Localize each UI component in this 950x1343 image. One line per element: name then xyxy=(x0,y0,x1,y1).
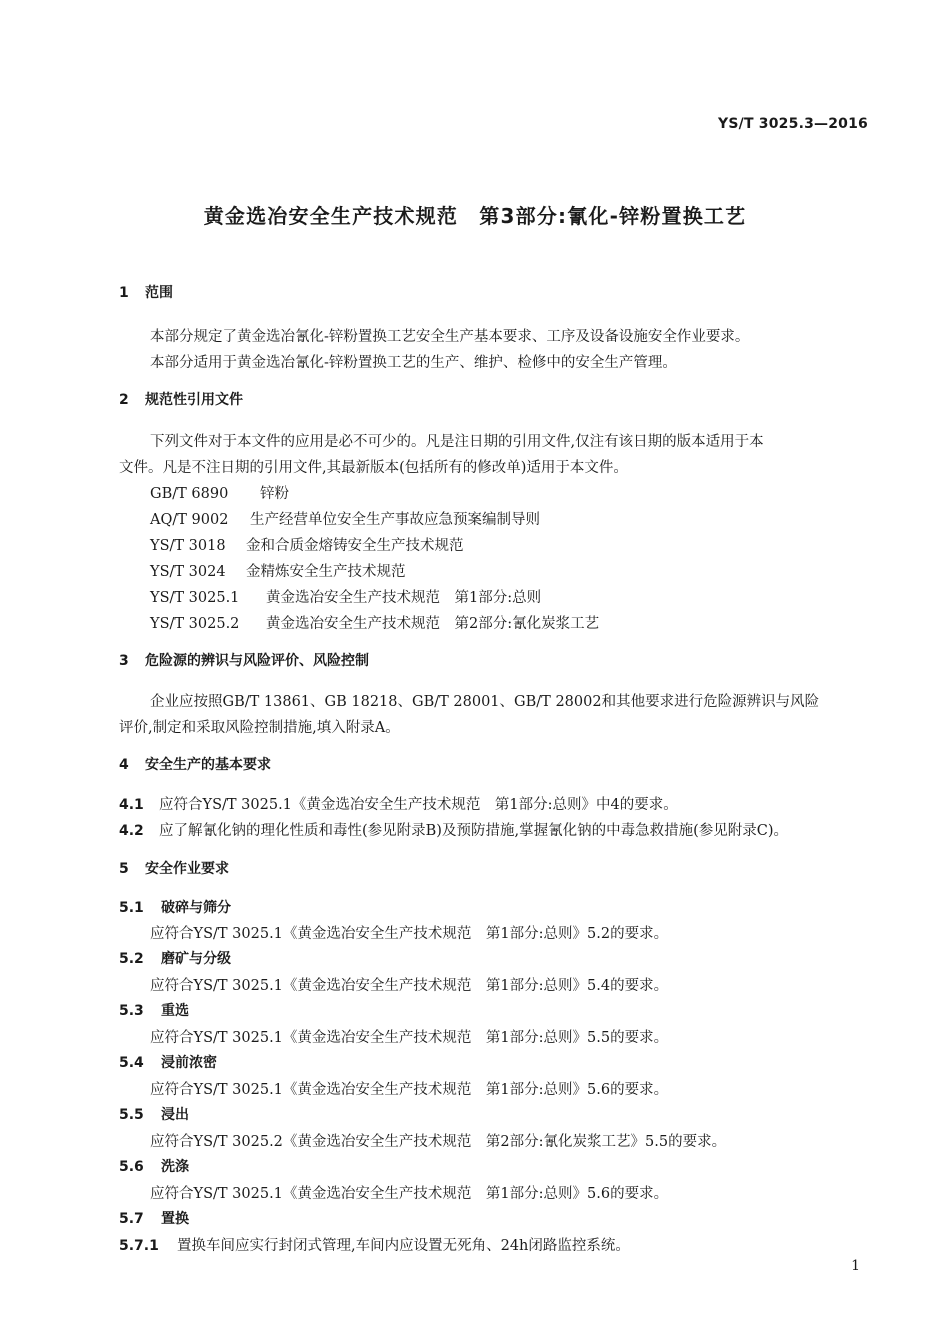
paragraph: 下列文件对于本文件的应用是必不可少的。凡是注日期的引用文件,仅注有该日期的版本适用于本 xyxy=(150,434,764,450)
section-title: 安全生产的基本要求 xyxy=(145,757,271,773)
clause-number: 4.1 xyxy=(119,797,144,813)
subsection-title: 洗涤 xyxy=(161,1159,189,1175)
section-number: 2 xyxy=(119,392,129,408)
section-4-heading xyxy=(119,754,271,774)
section-number: 1 xyxy=(119,285,129,301)
subsection-number: 5.5 xyxy=(119,1107,144,1123)
section-1-heading xyxy=(119,282,173,302)
document-title: 黄金选冶安全生产技术规范 第3部分:氰化-锌粉置换工艺 xyxy=(203,204,747,228)
reference-item xyxy=(150,560,406,581)
reference-code: YS/T 3018 xyxy=(150,538,226,554)
section-3-heading xyxy=(119,650,369,670)
subsection-title: 置换 xyxy=(161,1211,189,1227)
clause-text: 置换车间应实行封闭式管理,车间内应设置无死角、24h闭路监控系统。 xyxy=(177,1238,630,1254)
paragraph: 应符合YS/T 3025.1《黄金选冶安全生产技术规范 第1部分:总则》5.4的要求。 xyxy=(150,978,669,994)
paragraph: 本部分适用于黄金选冶氰化-锌粉置换工艺的生产、维护、检修中的安全生产管理。 xyxy=(150,355,677,371)
reference-item xyxy=(150,508,540,529)
paragraph: 应符合YS/T 3025.1《黄金选冶安全生产技术规范 第1部分:总则》5.2的要求。 xyxy=(150,926,669,942)
subsection-title: 浸出 xyxy=(161,1107,189,1123)
paragraph: 文件。凡是不注日期的引用文件,其最新版本(包括所有的修改单)适用于本文件。 xyxy=(119,460,628,476)
paragraph: 本部分规定了黄金选冶氰化-锌粉置换工艺安全生产基本要求、工序及设备设施安全作业要求。 xyxy=(150,329,750,345)
subsection-heading xyxy=(119,948,231,968)
paragraph: 应符合YS/T 3025.1《黄金选冶安全生产技术规范 第1部分:总则》5.5的要求。 xyxy=(150,1030,669,1046)
reference-title: 锌粉 xyxy=(260,486,289,502)
paragraph: 应符合YS/T 3025.1《黄金选冶安全生产技术规范 第1部分:总则》5.6的要求。 xyxy=(150,1082,669,1098)
reference-item xyxy=(150,482,289,503)
reference-item xyxy=(150,586,541,607)
reference-item xyxy=(150,534,464,555)
subsection-heading xyxy=(119,1208,189,1228)
reference-code: YS/T 3025.1 xyxy=(150,590,240,606)
section-title: 范围 xyxy=(145,285,173,301)
subsection-heading xyxy=(119,1156,189,1176)
subsection-title: 磨矿与分级 xyxy=(161,951,231,967)
paragraph: 企业应按照GB/T 13861、GB 18218、GB/T 28001、GB/T 28002和其他要求进行危险源辨识与风险 xyxy=(150,694,820,710)
subsection-number: 5.2 xyxy=(119,951,144,967)
subsection-heading xyxy=(119,1000,189,1020)
reference-title: 金精炼安全生产技术规范 xyxy=(246,564,406,580)
section-number: 5 xyxy=(119,861,129,877)
reference-title: 黄金选冶安全生产技术规范 第2部分:氰化炭浆工艺 xyxy=(266,616,600,632)
reference-code: AQ/T 9002 xyxy=(150,512,229,528)
subsection-title: 重选 xyxy=(161,1003,189,1019)
clause xyxy=(119,819,788,840)
subsection-number: 5.6 xyxy=(119,1159,144,1175)
section-title: 规范性引用文件 xyxy=(145,392,243,408)
section-title: 危险源的辨识与风险评价、风险控制 xyxy=(145,653,369,669)
section-number: 4 xyxy=(119,757,129,773)
page-number: 1 xyxy=(851,1258,860,1274)
section-number: 3 xyxy=(119,653,129,669)
clause-text: 应符合YS/T 3025.1《黄金选冶安全生产技术规范 第1部分:总则》中4的要求。 xyxy=(159,797,678,813)
reference-title: 金和合质金熔铸安全生产技术规范 xyxy=(246,538,464,554)
clause-text: 应了解氰化钠的理化性质和毒性(参见附录B)及预防措施,掌握氰化钠的中毒急救措施(参见附录C)。 xyxy=(159,823,788,839)
subsection-heading xyxy=(119,897,231,917)
subsection-title: 破碎与筛分 xyxy=(161,900,231,916)
reference-title: 生产经营单位安全生产事故应急预案编制导则 xyxy=(250,512,540,528)
paragraph: 应符合YS/T 3025.2《黄金选冶安全生产技术规范 第2部分:氰化炭浆工艺》5.5的要求。 xyxy=(150,1134,727,1150)
paragraph: 应符合YS/T 3025.1《黄金选冶安全生产技术规范 第1部分:总则》5.6的要求。 xyxy=(150,1186,669,1202)
section-2-heading xyxy=(119,389,243,409)
section-5-heading xyxy=(119,858,229,878)
reference-title: 黄金选冶安全生产技术规范 第1部分:总则 xyxy=(266,590,542,606)
reference-code: YS/T 3024 xyxy=(150,564,226,580)
reference-code: GB/T 6890 xyxy=(150,486,229,502)
subsection-heading xyxy=(119,1052,217,1072)
clause xyxy=(119,1234,630,1255)
subsection-number: 5.4 xyxy=(119,1055,144,1071)
subsection-title: 浸前浓密 xyxy=(161,1055,217,1071)
clause xyxy=(119,793,678,814)
reference-item xyxy=(150,612,599,633)
subsection-number: 5.7 xyxy=(119,1211,144,1227)
clause-number: 4.2 xyxy=(119,823,144,839)
subsection-heading xyxy=(119,1104,189,1124)
clause-number: 5.7.1 xyxy=(119,1238,159,1254)
reference-code: YS/T 3025.2 xyxy=(150,616,240,632)
section-title: 安全作业要求 xyxy=(145,861,229,877)
standard-code: YS/T 3025.3—2016 xyxy=(718,116,868,132)
subsection-number: 5.1 xyxy=(119,900,144,916)
subsection-number: 5.3 xyxy=(119,1003,144,1019)
paragraph: 评价,制定和采取风险控制措施,填入附录A。 xyxy=(119,720,400,736)
